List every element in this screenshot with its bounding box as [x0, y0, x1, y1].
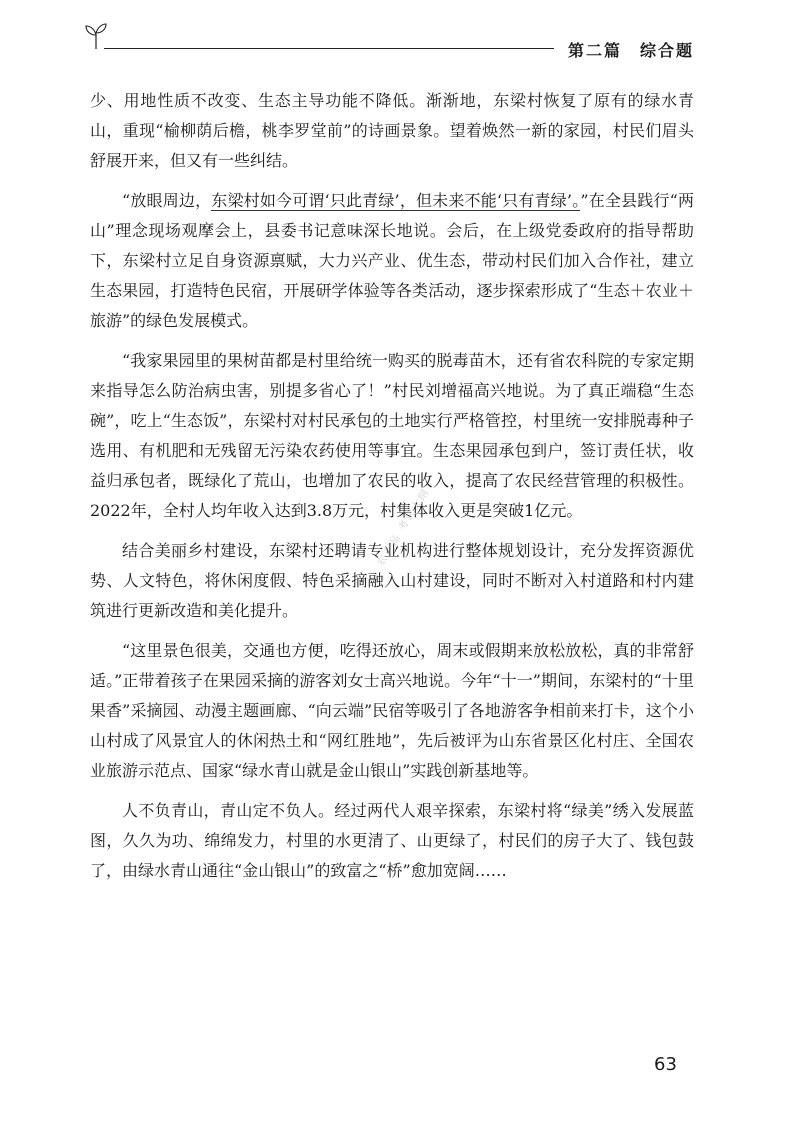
- paragraph-1: 少、用地性质不改变、生态主导功能不降低。渐渐地，东梁村恢复了原有的绿水青山，重现“榆柳荫后檐，桃李罗堂前”的诗画景象。望着焕然一新的家园，村民们眉头舒展开来，但又有一些纠结。: [90, 91, 694, 170]
- paragraph-4: 结合美丽乡村建设，东梁村还聘请专业机构进行整体规划设计，充分发挥资源优势、人文特色，将休闲度假、特色采摘融入山村建设，同时不断对入村道路和村内建筑进行更新改造和美化提升。: [90, 541, 694, 620]
- body-text: [90, 86, 694, 896]
- part-label: 第二篇: [568, 41, 623, 60]
- paragraph-2-pre: “放眼周边，: [122, 191, 212, 210]
- topic-label: 综合题: [640, 41, 695, 60]
- paragraph-2: [90, 186, 694, 336]
- page-number: 63: [654, 1054, 677, 1075]
- underlined-quote: 东梁村如今可谓‘只此青绿’，但未来不能‘只有青绿’。: [211, 191, 581, 210]
- paragraph-6: 人不负青山，青山定不负人。经过两代人艰辛探索，东梁村将“绿美”绣入发展蓝图，久久为功、绵绵发力，村里的水更清了、山更绿了，村民们的房子大了、钱包鼓了，由绿水青山通往“金山银山”的致富之“桥”愈加宽阔……: [90, 801, 694, 880]
- paragraph-3: “我家果园里的果树苗都是村里给统一购买的脱毒苗木，还有省农科院的专家定期来指导怎么防治病虫害，别提多省心了！”村民刘增福高兴地说。为了真正端稳“生态碗”，吃上“生态饭”，东梁村对村民承包的土地实行严格管控，村里统一安排脱毒种子选用、有机肥和无残留无污染农药使用等事宜。生态果园承包到户，签订责任状，收益归承包者，既绿化了荒山，也增加了农民的收入，提高了农民经营管理的积极性。2022年，全村人均年收入达到3.8万元，村集体收入更是突破1亿元。: [90, 351, 694, 520]
- paragraph-2-post: ”在全县践行“两山”理念现场观摩会上，县委书记意味深长地说。会后，在上级党委政府的指导帮助下，东梁村立足自身资源禀赋，大力兴产业、优生态，带动村民们加入合作社，建立生态果园，打造特色民宿，开展研学体验等各类活动，逐步探索形成了“生态＋农业＋旅游”的绿色发展模式。: [90, 191, 694, 330]
- watermark: 农产品 考试大纲: [375, 486, 432, 568]
- header-rule: [104, 48, 554, 49]
- running-header: [0, 0, 800, 70]
- sprout-icon: [84, 22, 108, 50]
- section-title: [568, 38, 694, 61]
- paragraph-5: “这里景色很美，交通也方便，吃得还放心，周末或假期来放松放松，真的非常舒适。”正带着孩子在果园采摘的游客刘女士高兴地说。今年“十一”期间，东梁村的“十里果香”采摘园、动漫主题画廊、“向云端”民宿等吸引了各地游客争相前来打卡，这个小山村成了风景宜人的休闲热土和“网红胜地”，先后被评为山东省景区化村庄、全国农业旅游示范点、国家“绿水青山就是金山银山”实践创新基地等。: [90, 641, 694, 780]
